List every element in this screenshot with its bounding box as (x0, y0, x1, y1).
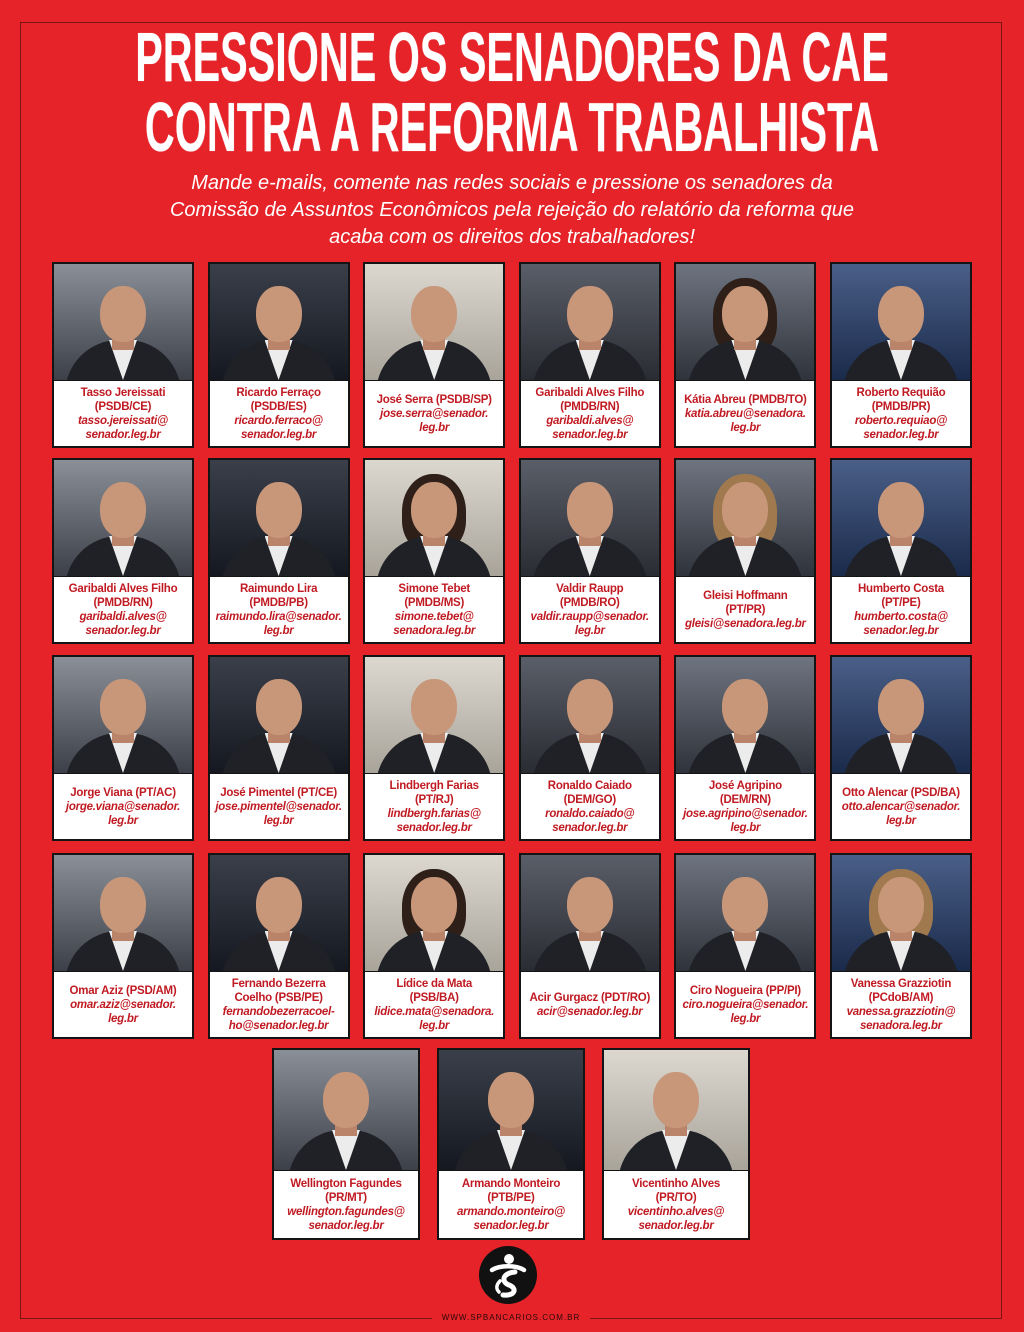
senator-email-line: leg.br (574, 624, 605, 637)
senator-info-line: (PMDB/RN) (560, 400, 620, 413)
portrait-head (722, 679, 768, 735)
senator-photo (832, 657, 970, 774)
senator-caption (832, 381, 970, 446)
senator-caption (365, 381, 503, 446)
senator-photo (210, 460, 348, 577)
senator-photo (676, 855, 814, 972)
senator-name: Lídice da Mata (396, 977, 473, 990)
senator-caption (365, 774, 503, 839)
senator-photo (365, 855, 503, 972)
senator-card (437, 1048, 585, 1240)
senator-email-line: leg.br (419, 421, 450, 434)
senator-email-line: vanessa.grazziotin@ (846, 1005, 956, 1018)
portrait-head (722, 286, 768, 342)
senator-name: José Agripino (708, 779, 782, 792)
senator-card (363, 853, 505, 1039)
senator-email-line: leg.br (730, 421, 761, 434)
senator-caption (676, 972, 814, 1037)
senator-email-line: senador.leg.br (863, 428, 939, 441)
senator-photo (210, 657, 348, 774)
senator-photo (521, 855, 659, 972)
senator-email-line: senador.leg.br (552, 821, 628, 834)
portrait-head (411, 877, 457, 933)
senator-card (208, 262, 350, 448)
senator-name: José Pimentel (PT/CE) (220, 786, 337, 799)
senator-info-line: (PTB/PE) (487, 1191, 535, 1204)
portrait-head (100, 482, 146, 538)
footer-rule-left (20, 1318, 432, 1319)
subtitle-line: Mande e-mails, comente nas redes sociais e pressione os senadores da (191, 172, 833, 194)
senator-row (52, 655, 972, 841)
senator-email-line: armando.monteiro@ (457, 1205, 565, 1218)
senator-row (52, 262, 972, 448)
senator-email-line: garibaldi.alves@ (546, 414, 634, 427)
senator-card (830, 655, 972, 841)
senator-email-line: jorge.viana@senador. (65, 800, 181, 813)
senator-email-line: senador.leg.br (863, 624, 939, 637)
senator-row (272, 1048, 750, 1240)
senator-caption (521, 577, 659, 642)
senator-email-line: senador.leg.br (85, 624, 161, 637)
portrait-head (256, 679, 302, 735)
portrait-head (567, 482, 613, 538)
senator-card (519, 262, 661, 448)
senator-email-line: garibaldi.alves@ (79, 610, 167, 623)
senator-card (52, 458, 194, 644)
senator-card (208, 458, 350, 644)
senator-caption (676, 774, 814, 839)
senator-info-line: (PMDB/RO) (559, 596, 620, 609)
senator-card (208, 853, 350, 1039)
senator-email-line: senador.leg.br (473, 1219, 549, 1232)
senator-email-line: tasso.jereissati@ (77, 414, 169, 427)
senator-name: Jorge Viana (PT/AC) (70, 786, 176, 799)
senator-card (519, 655, 661, 841)
senator-caption (832, 577, 970, 642)
logo-icon (478, 1245, 538, 1305)
senator-card (674, 853, 816, 1039)
senator-card (272, 1048, 420, 1240)
senator-info-line: (PR/TO) (655, 1191, 697, 1204)
senator-info-line: (PMDB/MS) (404, 596, 465, 609)
senator-info-line: (PCdoB/AM) (868, 991, 934, 1004)
senator-name: Armando Monteiro (461, 1177, 561, 1190)
senator-card (52, 853, 194, 1039)
senator-photo (832, 460, 970, 577)
senator-row (52, 853, 972, 1039)
senator-name: Vicentinho Alves (631, 1177, 721, 1190)
senator-email-line: leg.br (730, 1012, 761, 1025)
poster-subtitle (0, 170, 1024, 251)
senator-info-line: (PSDB/CE) (94, 400, 152, 413)
senator-caption (210, 381, 348, 446)
portrait-head (653, 1072, 699, 1128)
senator-email-line: senador.leg.br (308, 1219, 384, 1232)
senator-info-line: (PMDB/PB) (249, 596, 308, 609)
senator-name: Tasso Jereissati (80, 386, 166, 399)
senator-name: Vanessa Grazziotin (850, 977, 952, 990)
senator-info-line: (PSDB/ES) (250, 400, 307, 413)
senator-email-line: otto.alencar@senador. (841, 800, 961, 813)
senator-email-line: lidice.mata@senadora. (374, 1005, 495, 1018)
senator-card (52, 655, 194, 841)
senator-card (363, 458, 505, 644)
senator-photo (365, 657, 503, 774)
senator-email-line: leg.br (730, 821, 761, 834)
senator-email-line: ronaldo.caiado@ (545, 807, 635, 820)
senator-info-line: (DEM/GO) (563, 793, 616, 806)
senator-caption (54, 972, 192, 1037)
senator-name: Acir Gurgacz (PDT/RO) (529, 991, 651, 1004)
senator-photo (676, 264, 814, 381)
senator-email-line: leg.br (419, 1019, 450, 1032)
portrait-head (100, 679, 146, 735)
senator-email-line: leg.br (263, 814, 294, 827)
senator-photo (521, 264, 659, 381)
senator-email-line: jose.pimentel@senador. (215, 800, 342, 813)
senator-info-line: (PT/RJ) (414, 793, 454, 806)
senator-info-line: (PMDB/RN) (93, 596, 153, 609)
senator-email-line: jose.agripino@senador. (683, 807, 808, 820)
senator-card (830, 262, 972, 448)
senator-email-line: wellington.fagundes@ (287, 1205, 405, 1218)
senator-email-line: senadora.leg.br (393, 624, 476, 637)
portrait-head (323, 1072, 369, 1128)
senator-photo (54, 855, 192, 972)
senator-card (363, 262, 505, 448)
senator-name: Ronaldo Caiado (547, 779, 632, 792)
senator-info-line: (PT/PE) (881, 596, 921, 609)
senator-name: Raimundo Lira (239, 582, 318, 595)
senator-info-line: (PSB/BA) (409, 991, 459, 1004)
senator-caption (439, 1171, 583, 1238)
senator-photo (210, 264, 348, 381)
senator-email-line: gleisi@senadora.leg.br (684, 617, 806, 630)
senator-caption (274, 1171, 418, 1238)
senator-photo (832, 264, 970, 381)
senator-caption (676, 381, 814, 446)
senator-caption (832, 972, 970, 1037)
senator-email-line: roberto.requiao@ (854, 414, 948, 427)
portrait-head (256, 482, 302, 538)
senator-info-line: (DEM/RN) (719, 793, 771, 806)
senator-caption (676, 577, 814, 642)
senator-photo (604, 1050, 748, 1171)
poster-title-line: CONTRA A REFORMA TRABALHISTA (144, 88, 880, 166)
senator-name: Humberto Costa (857, 582, 944, 595)
senator-photo (210, 855, 348, 972)
senator-photo (439, 1050, 583, 1171)
senator-email-line: senador.leg.br (552, 428, 628, 441)
portrait-head (488, 1072, 534, 1128)
portrait-head (878, 482, 924, 538)
senator-row (52, 458, 972, 644)
senator-email-line: ho@senador.leg.br (228, 1019, 329, 1032)
senator-name: Garibaldi Alves Filho (68, 582, 178, 595)
senator-name: Ciro Nogueira (PP/PI) (689, 984, 801, 997)
senator-caption (365, 577, 503, 642)
senator-caption (832, 774, 970, 839)
senator-card (674, 655, 816, 841)
senator-photo (274, 1050, 418, 1171)
subtitle-line: Comissão de Assuntos Econômicos pela rejeição do relatório da reforma que (169, 199, 855, 221)
portrait-head (411, 679, 457, 735)
poster-title-line: PRESSIONE OS SENADORES DA CAE (135, 18, 889, 96)
senator-card (208, 655, 350, 841)
senator-name: Simone Tebet (398, 582, 470, 595)
senator-email-line: simone.tebet@ (394, 610, 474, 623)
senator-info-line: (PMDB/PR) (871, 400, 931, 413)
senator-caption (521, 381, 659, 446)
senator-email-line: vicentinho.alves@ (627, 1205, 725, 1218)
senator-name: Lindbergh Farias (389, 779, 479, 792)
senator-email-line: ciro.nogueira@senador. (682, 998, 809, 1011)
senator-name: José Serra (PSDB/SP) (376, 393, 492, 406)
senator-photo (676, 460, 814, 577)
senator-email-line: leg.br (263, 624, 294, 637)
senator-photo (521, 657, 659, 774)
senator-photo (521, 460, 659, 577)
senator-photo (54, 264, 192, 381)
senator-email-line: senador.leg.br (396, 821, 472, 834)
portrait-head (567, 877, 613, 933)
senator-caption (521, 774, 659, 839)
senator-info-line: Coelho (PSB/PE) (234, 991, 323, 1004)
senator-card (674, 458, 816, 644)
portrait-head (100, 877, 146, 933)
senator-caption (54, 577, 192, 642)
senator-caption (210, 774, 348, 839)
senator-photo (54, 657, 192, 774)
senator-email-line: raimundo.lira@senador. (215, 610, 342, 623)
senator-email-line: valdir.raupp@senador. (530, 610, 649, 623)
senator-card (830, 853, 972, 1039)
portrait-head (722, 877, 768, 933)
senator-photo (54, 460, 192, 577)
senator-caption (604, 1171, 748, 1238)
subtitle-line: acaba com os direitos dos trabalhadores! (329, 226, 695, 248)
senator-caption (210, 972, 348, 1037)
senator-email-line: katia.abreu@senadora. (684, 407, 806, 420)
senator-email-line: leg.br (108, 814, 138, 827)
senator-photo (676, 657, 814, 774)
senator-email-line: acir@senador.leg.br (537, 1005, 643, 1018)
senator-name: Otto Alencar (PSD/BA) (842, 786, 960, 799)
senator-card (674, 262, 816, 448)
portrait-head (256, 877, 302, 933)
portrait-head (567, 679, 613, 735)
footer-rule-right (590, 1318, 1002, 1319)
senator-name: Garibaldi Alves Filho (535, 386, 645, 399)
portrait-head (411, 286, 457, 342)
portrait-head (878, 679, 924, 735)
portrait-head (411, 482, 457, 538)
senator-email-line: senador.leg.br (85, 428, 161, 441)
senator-photo (832, 855, 970, 972)
senator-email-line: senador.leg.br (241, 428, 317, 441)
senator-card (363, 655, 505, 841)
footer (20, 1312, 1002, 1324)
senator-caption (521, 972, 659, 1037)
senator-card (602, 1048, 750, 1240)
senator-email-line: lindbergh.farias@ (387, 807, 481, 820)
senator-info-line: (PT/PR) (725, 603, 766, 616)
senator-email-line: fernandobezerracoel- (222, 1005, 335, 1018)
portrait-head (256, 286, 302, 342)
portrait-head (567, 286, 613, 342)
senator-email-line: leg.br (108, 1012, 138, 1025)
senator-photo (365, 264, 503, 381)
poster-title (0, 0, 1024, 170)
senator-info-line: (PR/MT) (325, 1191, 367, 1204)
senator-email-line: senadora.leg.br (860, 1019, 942, 1032)
sp-bancarios-logo (478, 1245, 538, 1305)
senator-card (519, 458, 661, 644)
senator-caption (365, 972, 503, 1037)
senator-card (52, 262, 194, 448)
senator-caption (54, 774, 192, 839)
senator-name: Kátia Abreu (PMDB/TO) (684, 393, 807, 406)
senator-email-line: ricardo.ferraco@ (234, 414, 323, 427)
senator-name: Omar Aziz (PSD/AM) (69, 984, 177, 997)
senator-email-line: senador.leg.br (638, 1219, 714, 1232)
senator-name: Gleisi Hoffmann (703, 589, 788, 602)
senator-name: Wellington Fagundes (290, 1177, 402, 1190)
senator-email-line: jose.serra@senador. (380, 407, 489, 420)
portrait-head (878, 877, 924, 933)
senator-name: Ricardo Ferraço (236, 386, 321, 399)
senator-name: Roberto Requião (856, 386, 946, 399)
senator-name: Valdir Raupp (556, 582, 624, 595)
portrait-head (100, 286, 146, 342)
senator-card (830, 458, 972, 644)
portrait-head (878, 286, 924, 342)
senator-photo (365, 460, 503, 577)
portrait-head (722, 482, 768, 538)
senator-caption (54, 381, 192, 446)
senator-email-line: humberto.costa@ (854, 610, 948, 623)
senator-email-line: omar.aziz@senador. (70, 998, 176, 1011)
senator-email-line: leg.br (886, 814, 916, 827)
senator-card (519, 853, 661, 1039)
senator-name: Fernando Bezerra (231, 977, 326, 990)
website-text: WWW.SPBANCARIOS.COM.BR (441, 1313, 581, 1322)
senator-caption (210, 577, 348, 642)
